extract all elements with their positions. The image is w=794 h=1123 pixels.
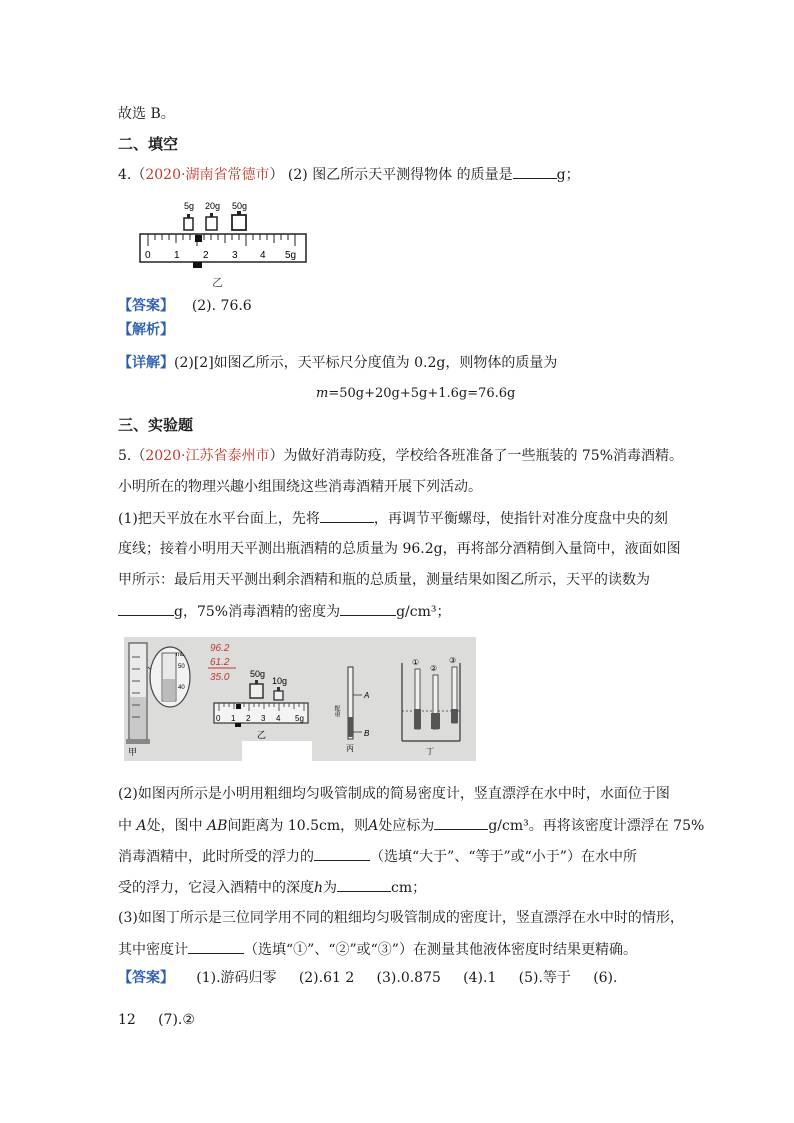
q5-answer-1: (1).游码归零 [196,970,277,986]
q5-p1-text-c: g，75%消毒酒精的密度为 [174,604,341,620]
tube-3-icon [451,667,458,723]
q4-tick-5g: 5g [285,250,297,261]
label-ding: 丁 [426,747,434,756]
photo-tick-5g: 5g [295,714,304,723]
q5-p1-line-2: 度线；接着小明用天平测出瓶酒精的总质量为 96.2g，再将部分酒精倒入量筒中，液面如图 [118,541,681,557]
q5-p2-line-2 [118,815,704,836]
q4-analysis-line [118,320,174,340]
weight-5g-icon [184,214,193,230]
q4-detail-tag: 【详解】 [118,355,174,371]
section-fill-title: 二、填空 [118,135,179,153]
cylinder-mark-50: 50 [178,664,185,670]
q5-p2-a: 中 [118,818,137,834]
q4-formula: =50g+20g+5g+1.6g=76.6g [328,386,516,401]
q5-blank-1[interactable] [320,508,374,523]
q4-figure-caption: 乙 [212,277,223,289]
handwriting-line-3: 35.0 [210,672,230,683]
q4-number: 4.（ [118,167,146,183]
q5-answer-4: (4).1 [463,970,497,986]
q4-weight-label-50g: 50g [232,201,248,211]
handwriting-line-1: 96.2 [210,643,230,654]
q4-weight-label-20g: 20g [205,201,221,211]
q4-tick-1: 1 [174,250,180,261]
cylinder-mark-40: 40 [178,685,185,691]
q5-p3-l2b: （选填“①”、“②”或“③”）在测量其他液体密度时结果更精确。 [244,942,637,958]
section-exp-title: 三、实验题 [118,416,194,434]
photo-tick-0: 0 [216,714,221,723]
q5-line-2: 小明所在的物理兴趣小组围绕这些消毒酒精开展下列活动。 [118,479,482,495]
q5-p2-l3a: 消毒酒精中，此时所受的浮力的 [118,849,314,865]
q4-formula-line [316,384,515,404]
q5-blank-2[interactable] [118,601,174,616]
q5-p3-line-1: (3)如图丁所示是三位同学用不同的粗细均匀吸管制成的密度计，竖直漂浮在水中时的情形， [118,910,684,926]
q5-p1-text-b: ，再调节平衡螺母，使指针对准分度盘中央的刻 [373,511,668,527]
q5-p1-line-3: 甲所示：最后用天平测出剩余酒精和瓶的总质量，测量结果如图乙所示，天平的读数为 [118,572,650,588]
q4-answer-blank[interactable] [513,164,557,179]
q4-tick-2: 2 [203,250,209,261]
q4-analysis-tag: 【解析】 [118,322,174,338]
handwriting-line-2: 61.2 [210,657,230,668]
photo-ruler-bottom-marker [235,723,241,727]
q5-answer-7: (7).② [158,1012,195,1028]
q5-p1-text-a: (1)把天平放在水平台面上，先将 [118,511,320,527]
label-jia: 甲 [128,747,138,757]
q5-p2-line-4 [118,877,426,898]
tube-label-3: ③ [449,656,457,665]
q5-p2-ab: AB [207,818,228,834]
q5-blank-6[interactable] [337,877,391,892]
point-b-label: B [364,729,370,738]
q5-answer-line [118,968,617,988]
photo-tick-4: 4 [276,714,281,723]
q4-tick-4: 4 [260,250,266,261]
q5-p3-line-2 [118,939,637,960]
photo-ruler-rider [236,704,241,709]
q4-source: 2020·湖南省常德市 [145,167,270,183]
q4-text-unit: g； [556,167,580,183]
q4-text: (2) 图乙所示天平测得物体 的质量是 [287,167,513,183]
q4-answer-line [118,296,252,316]
cylinder-unit-label: mL [176,652,185,658]
q5-p2-h: h [314,880,324,896]
q5-answer-tag: 【答案】 [118,970,174,986]
q5-answer-2: (2).61 2 [298,970,355,986]
q5-answer-5: (5).等于 [518,970,571,986]
q5-p1-line-4 [118,601,451,622]
q5-intro: 为做好消毒防疫，学校给各班准备了一些瓶装的 75%消毒酒精。 [283,448,684,464]
q5-close: ） [269,448,284,464]
tube-label-2: ② [430,664,438,673]
q5-p2-b: 处，图中 [146,818,208,834]
q5-p2-d: 处应标为 [378,818,435,834]
q5-p2-line-1: (2)如图丙所示是小明用粗细均匀吸管制成的简易密度计，竖直漂浮在水中时，水面位于图 [118,786,670,802]
label-yi: 乙 [257,730,267,740]
photo-weight-50g-label: 50g [250,669,266,679]
q5-p1-line-1 [118,508,668,529]
q5-p2-c: 间距离为 10.5cm，则 [227,818,369,834]
weight-20g-icon [206,213,217,230]
q5-p2-point-a: A [136,818,147,834]
photo-weight-10g-label: 10g [272,676,288,686]
q4-tick-3: 3 [232,250,238,261]
counterweight-label: 配重 [333,705,339,717]
q4-figure-balance-ruler [138,198,310,290]
weight-50g-icon [232,211,246,230]
intro-line: 故选 B。 [118,106,175,122]
photo-white-patch [242,741,312,761]
tube-1-icon [414,669,421,729]
q5-p2-l4c: cm； [391,880,427,896]
point-a-label: A [364,691,370,700]
ruler-bottom-marker [193,262,202,268]
photo-tick-1: 1 [231,714,236,723]
q4-line [118,164,580,185]
q4-answer-tag: 【答案】 [118,298,174,314]
q5-blank-3[interactable] [340,601,396,616]
photo-tick-2: 2 [246,714,251,723]
q4-formula-m: m [316,386,329,401]
q5-line-1 [118,446,683,466]
q5-source: 2020·江苏省泰州市 [145,448,270,464]
q5-answer-3: (3).0.875 [376,970,441,986]
q5-photo-figure [124,637,476,761]
q5-blank-7[interactable] [188,939,244,954]
q5-answer-line-2 [118,1010,195,1030]
q5-answer-6: (6). [593,970,618,986]
measuring-cylinder-icon [126,643,150,744]
ruler-rider-marker [195,235,202,242]
q5-p2-e: g/cm³。再将该密度计漂浮在 75% [488,818,705,834]
tube-label-1: ① [412,658,420,667]
q5-blank-4[interactable] [434,815,488,830]
q5-p2-point-a2: A [368,818,379,834]
q5-p2-l3b: （选填“大于”、“等于”或“小于”）在水中所 [370,849,637,865]
q5-p2-line-3 [118,846,637,867]
q4-close: ） [269,167,284,183]
q5-p2-l4a: 受的浮力，它浸入酒精中的深度 [118,880,314,896]
q5-number: 5.（ [118,448,146,464]
q5-answer-6-value: 12 [118,1012,136,1028]
q4-answer-text: (2). 76.6 [191,298,252,314]
photo-tick-3: 3 [261,714,266,723]
q5-p1-text-d: g/cm³； [396,604,451,620]
q4-weight-label-5g: 5g [184,201,195,211]
q5-blank-5[interactable] [314,846,370,861]
q4-detail-line [118,353,557,373]
q4-tick-0: 0 [145,250,151,261]
label-bing: 丙 [346,744,354,753]
q4-detail-text: (2)[2]如图乙所示，天平标尺分度值为 0.2g，则物体的质量为 [174,355,558,371]
q5-p3-l2a: 其中密度计 [118,942,188,958]
q5-p2-l4b: 为 [323,880,338,896]
